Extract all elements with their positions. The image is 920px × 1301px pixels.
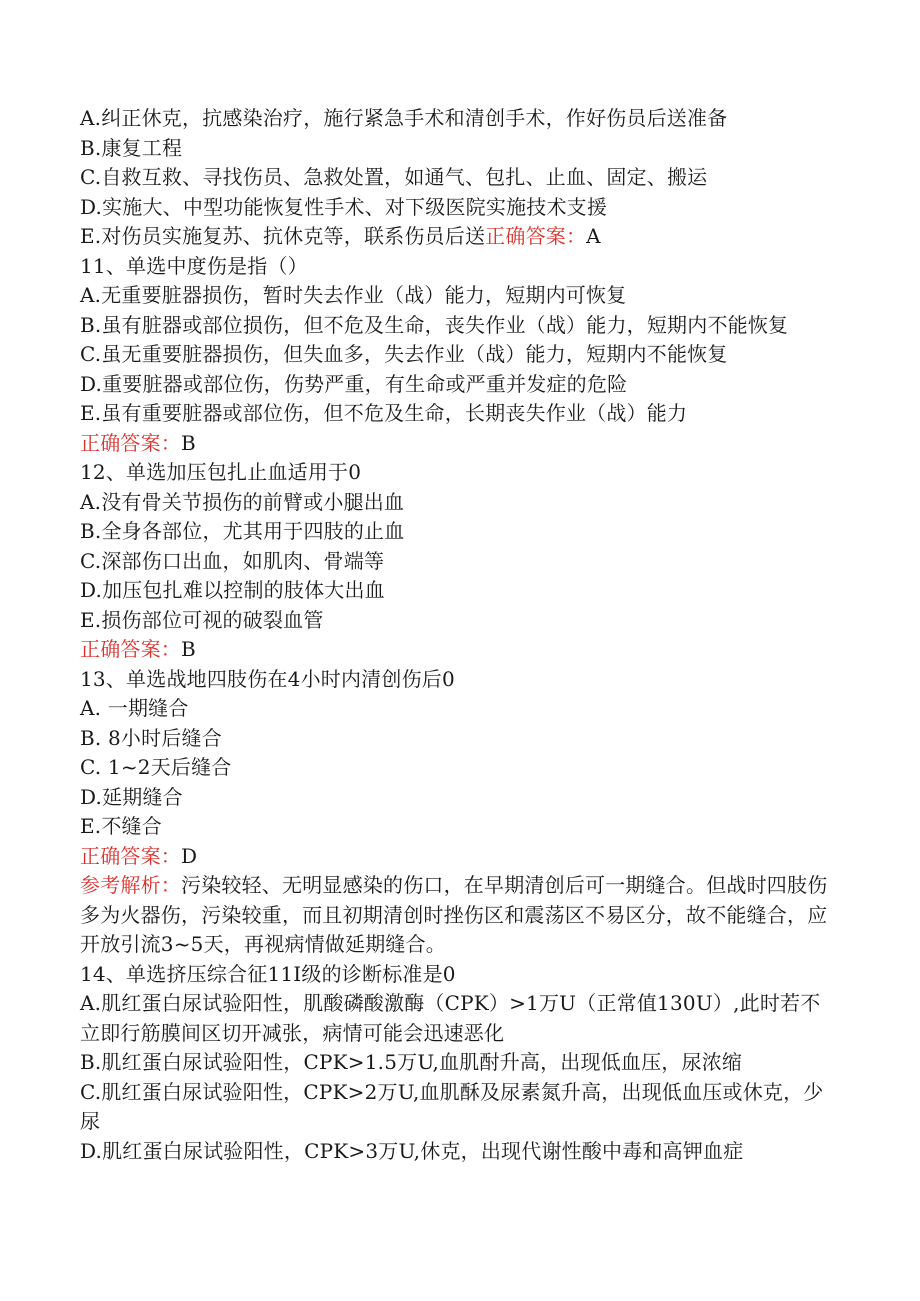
q10-option-c: C.自救互救、寻找伤员、急救处置，如通气、包扎、止血、固定、搬运 <box>80 165 708 189</box>
q14-option-c: C.肌红蛋白尿试验阳性，CPK>2万U,血肌酥及尿素氮升高，出现低血压或休克，少尿 <box>80 1079 824 1133</box>
q13-answer <box>80 842 840 872</box>
q11-stem: 11、单选中度伤是指（） <box>80 253 308 278</box>
q12-answer-label: 正确答案： <box>80 637 181 661</box>
q11-option-d: D.重要脏器或部位伤，伤势严重，有生命或严重并发症的危险 <box>80 371 628 396</box>
q11-answer-label: 正确答案： <box>80 430 181 455</box>
q11-option-a: A.无重要脏器损伤，暂时失去作业（战）能力，短期内可恢复 <box>80 283 627 307</box>
q12-option-c: C.深部伤口出血，如肌肉、骨端等 <box>80 548 385 573</box>
q10-option-e-with-answer <box>80 222 840 252</box>
q13-answer-label: 正确答案： <box>80 843 181 868</box>
q12-option-a: A.没有骨关节损伤的前臂或小腿出血 <box>80 489 405 514</box>
q13-option-c: C. 1~2天后缝合 <box>80 755 232 779</box>
q11-option-e: E.虽有重要脏器或部位伤，但不危及生命，长期丧失作业（战）能力 <box>80 401 688 425</box>
q10-option-d: D.实施大、中型功能恢复性手术、对下级医院实施技术支援 <box>80 194 608 219</box>
q13-analysis-text: 污染较轻、无明显感染的伤口，在早期清创后可一期缝合。但战时四肢伤多为火器伤，污染较重，而且初期清创时挫伤区和震荡区不易区分，故不能缝合，应开放引流3~5天，再视病情做延期缝合。 <box>80 873 828 956</box>
q13-analysis-label: 参考解析： <box>80 873 181 897</box>
q13-analysis <box>80 871 840 960</box>
q11-option-c: C.虽无重要脏器损伤，但失血多，失去作业（战）能力，短期内不能恢复 <box>80 342 728 366</box>
q13-option-b: B. 8小时后缝合 <box>80 725 222 750</box>
q12-answer-value: B <box>181 637 196 661</box>
q11-answer-value: B <box>181 430 196 455</box>
q10-option-b: B.康复工程 <box>80 135 183 160</box>
q13-answer-value: D <box>181 843 198 868</box>
q13-stem: 13、单选战地四肢伤在4小时内清创伤后0 <box>80 666 455 691</box>
q11-answer <box>80 429 840 459</box>
q10-answer-value: A <box>586 224 601 248</box>
q12-stem: 12、单选加压包扎止血适用于0 <box>80 460 362 484</box>
q14-option-b: B.肌红蛋白尿试验阳性，CPK>1.5万U,血肌酎升高，出现低血压，尿浓缩 <box>80 1050 743 1074</box>
q14-stem: 14、单选挤压综合征11I级的诊断标准是0 <box>80 961 456 986</box>
q11-option-b: B.虽有脏器或部位损伤，但不危及生命，丧失作业（战）能力，短期内不能恢复 <box>80 312 789 337</box>
q13-option-d: D.延期缝合 <box>80 784 183 809</box>
q12-option-d: D.加压包扎难以控制的肢体大出血 <box>80 578 385 602</box>
q14-option-a: A.肌红蛋白尿试验阳性，肌酸磷酸激酶（CPK）>1万U（正常值130U）,此时若不立即行筋膜间区切开减张，病情可能会迅速恶化 <box>80 991 821 1045</box>
q13-option-a: A. 一期缝合 <box>80 696 189 720</box>
q13-option-e: E.不缝合 <box>80 814 162 838</box>
q10-option-a: A.纠正休克，抗感染治疗，施行紧急手术和清创手术，作好伤员后送准备 <box>80 106 728 130</box>
q10-option-e: E.对伤员实施复苏、抗休克等，联系伤员后送 <box>80 224 486 248</box>
q12-option-b: B.全身各部位，尤其用于四肢的止血 <box>80 519 405 543</box>
q12-answer <box>80 635 840 665</box>
q10-answer-label: 正确答案： <box>485 224 587 248</box>
document-page <box>80 104 840 1166</box>
q12-option-e: E.损伤部位可视的破裂血管 <box>80 607 324 632</box>
q14-option-d: D.肌红蛋白尿试验阳性，CPK>3万U,休克，出现代谢性酸中毒和高钾血症 <box>80 1138 744 1163</box>
